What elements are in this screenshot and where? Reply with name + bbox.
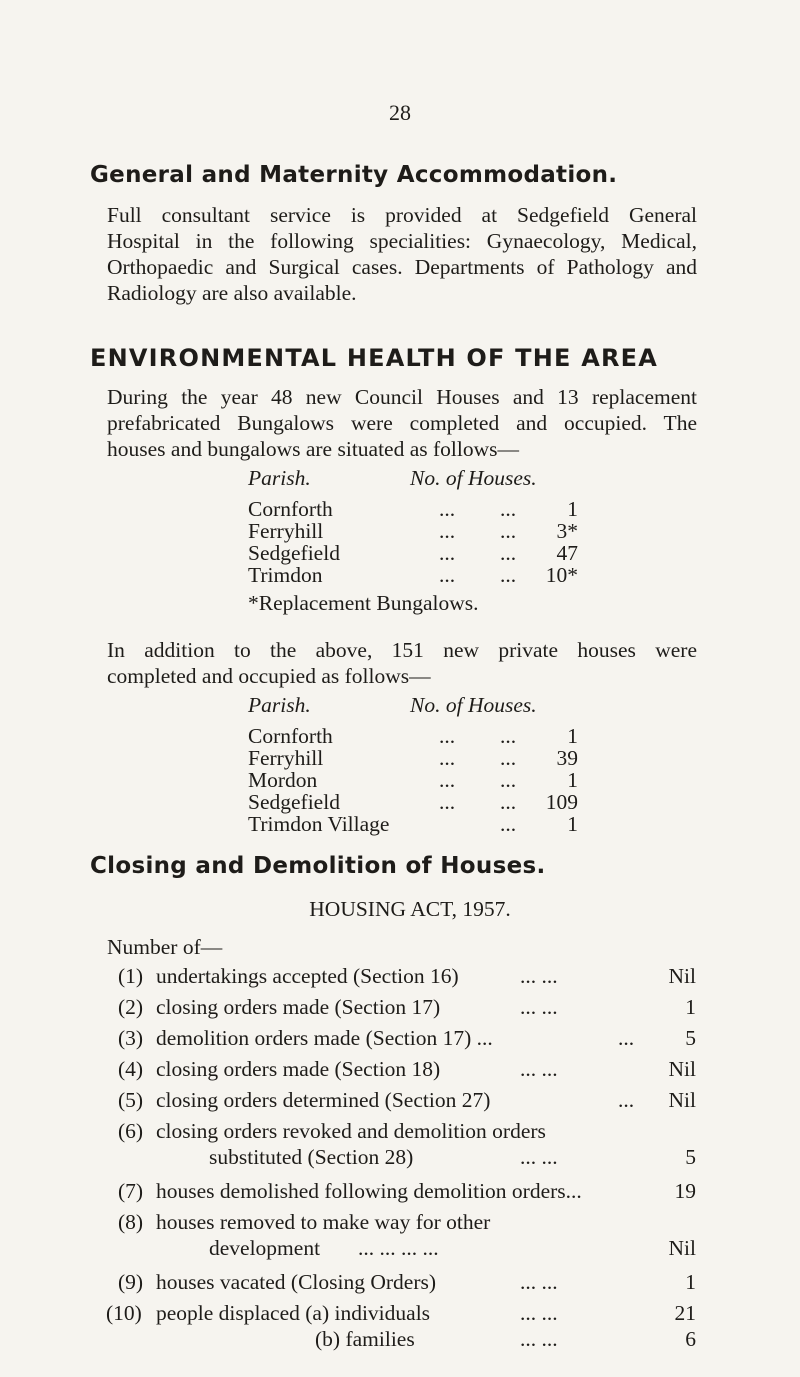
item-text: (b) families: [315, 1327, 415, 1351]
council-houses-paragraph: [107, 384, 697, 462]
parish-column-header: Parish.: [248, 693, 311, 717]
parish-name: Sedgefield: [248, 541, 340, 565]
item-text: demolition orders made (Section 17) ...: [156, 1026, 493, 1050]
leader-dots: ...: [500, 519, 517, 543]
leader-dots: ... ...: [520, 1301, 558, 1325]
item-value: Nil: [668, 1236, 696, 1260]
house-count: 10*: [545, 563, 578, 587]
private-houses-paragraph: [107, 637, 697, 689]
general-maternity-paragraph: [107, 202, 697, 306]
houses-column-header: No. of Houses.: [410, 693, 537, 717]
item-text: undertakings accepted (Section 16): [156, 964, 459, 988]
leader-dots: ...: [500, 790, 517, 814]
list-item: [118, 1211, 696, 1259]
parish-name: Sedgefield: [248, 790, 340, 814]
leader-dots: ... ...: [520, 1145, 558, 1169]
house-count: 39: [556, 746, 578, 770]
parish-name: Ferryhill: [248, 519, 324, 543]
general-maternity-heading: General and Maternity Accommodation.: [90, 162, 618, 188]
house-count: 3*: [556, 519, 578, 543]
leader-dots: ... ...: [520, 1270, 558, 1294]
leader-dots: ...: [439, 563, 456, 587]
house-count: 1: [567, 812, 578, 836]
parish-name: Cornforth: [248, 724, 333, 748]
number-of-label: Number of—: [107, 935, 223, 959]
item-number: (6): [118, 1119, 144, 1143]
parish-name: Trimdon: [248, 563, 323, 587]
page-number: 28: [389, 100, 411, 125]
environmental-health-heading: ENVIRONMENTAL HEALTH OF THE AREA: [90, 344, 659, 372]
leader-dots: ...: [500, 563, 517, 587]
item-text: houses demolished following demolition orders...: [156, 1179, 582, 1203]
council-houses-table: [248, 466, 578, 616]
leader-dots: ...: [439, 519, 456, 543]
item-text: closing orders made (Section 18): [156, 1057, 441, 1081]
item-text-continued: development: [209, 1236, 321, 1260]
house-count: 1: [567, 724, 578, 748]
leader-dots: ...: [439, 541, 456, 565]
leader-dots: ...: [500, 768, 517, 792]
paragraph-line: houses and bungalows are situated as follows—: [107, 437, 520, 461]
item-value: 1: [685, 995, 696, 1019]
paragraph-line: completed and occupied as follows—: [107, 664, 431, 688]
item-value: Nil: [668, 964, 696, 988]
item-value: Nil: [668, 1057, 696, 1081]
paragraph-line: Radiology are also available.: [107, 281, 357, 305]
leader-dots: ... ...: [520, 1057, 558, 1081]
item-value: 19: [674, 1179, 696, 1203]
closing-demolition-heading: Closing and Demolition of Houses.: [90, 853, 546, 879]
item-value: 21: [674, 1301, 696, 1325]
item-text: closing orders made (Section 17): [156, 995, 441, 1019]
paragraph-line: During the year 48 new Council Houses and 13 replacement: [107, 385, 697, 409]
item-text: houses vacated (Closing Orders): [156, 1270, 437, 1294]
item-text: closing orders determined (Section 27): [156, 1088, 491, 1112]
leader-dots: ...: [500, 541, 517, 565]
house-count: 1: [567, 497, 578, 521]
leader-dots: ...: [500, 497, 517, 521]
leader-dots: ...: [439, 790, 456, 814]
leader-dots: ...: [439, 746, 456, 770]
parish-name: Mordon: [248, 768, 318, 792]
table-row: [248, 497, 578, 521]
item-number: (10): [106, 1301, 142, 1325]
leader-dots: ... ...: [520, 1327, 558, 1351]
item-number: (5): [118, 1088, 144, 1112]
item-number: (7): [118, 1179, 144, 1203]
item-value: 5: [685, 1145, 696, 1169]
leader-dots: ...: [500, 746, 517, 770]
house-count: 47: [556, 541, 578, 565]
table-row: [248, 563, 578, 587]
item-text: people displaced (a) individuals: [156, 1301, 431, 1325]
item-number: (4): [118, 1057, 144, 1081]
house-count: 109: [545, 790, 578, 814]
parish-column-header: Parish.: [248, 466, 311, 490]
leader-dots: ...: [618, 1026, 635, 1050]
houses-column-header: No. of Houses.: [410, 466, 537, 490]
item-number: (2): [118, 995, 144, 1019]
parish-name: Trimdon Village: [248, 812, 390, 836]
paragraph-line: Hospital in the following specialities: Gynaecology, Medical,: [107, 229, 697, 253]
table-header: [248, 466, 537, 498]
item-number: (9): [118, 1270, 144, 1294]
leader-dots: ...: [439, 768, 456, 792]
table-row: [248, 519, 578, 543]
leader-dots: ...: [500, 724, 517, 748]
paragraph-line: Orthopaedic and Surgical cases. Departments of Pathology and: [107, 255, 697, 279]
item-number: (8): [118, 1210, 144, 1234]
housing-act-subheading: HOUSING ACT, 1957.: [309, 897, 511, 921]
item-text: houses removed to make way for other: [156, 1210, 491, 1234]
leader-dots: ... ...: [520, 995, 558, 1019]
table-row: [248, 541, 578, 565]
parish-name: Ferryhill: [248, 746, 324, 770]
replacement-bungalows-note: *Replacement Bungalows.: [248, 591, 479, 615]
paragraph-line: prefabricated Bungalows were completed and occupied. The: [107, 411, 697, 435]
house-count: 1: [567, 768, 578, 792]
leader-dots: ...: [618, 1088, 635, 1112]
leader-dots: ... ... ... ...: [358, 1236, 439, 1260]
parish-name: Cornforth: [248, 497, 333, 521]
item-number: (3): [118, 1026, 144, 1050]
item-value: 5: [685, 1026, 696, 1050]
item-value: 1: [685, 1270, 696, 1294]
paragraph-line: In addition to the above, 151 new private houses were: [107, 638, 697, 662]
leader-dots: ... ...: [520, 964, 558, 988]
item-number: (1): [118, 964, 144, 988]
leader-dots: ...: [439, 497, 456, 521]
leader-dots: ...: [500, 812, 517, 836]
item-value: 6: [685, 1327, 696, 1351]
item-value: Nil: [668, 1088, 696, 1112]
list-item: [118, 1120, 696, 1168]
paragraph-line: Full consultant service is provided at Sedgefield General: [107, 203, 697, 227]
item-text: closing orders revoked and demolition orders: [156, 1119, 546, 1143]
leader-dots: ...: [439, 724, 456, 748]
item-text-continued: substituted (Section 28): [209, 1145, 414, 1169]
